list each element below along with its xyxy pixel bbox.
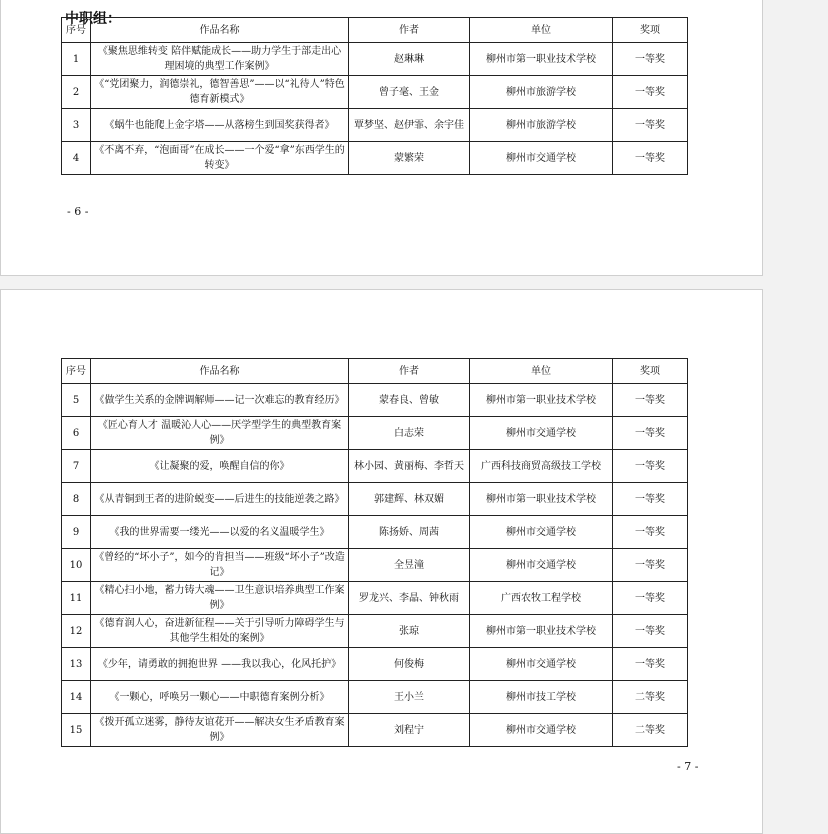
table-row (62, 76, 688, 109)
cell-unit: 广西农牧工程学校 (470, 582, 613, 615)
cell-number: 5 (62, 384, 91, 417)
cell-number: 14 (62, 681, 91, 714)
cell-award: 一等奖 (613, 142, 688, 175)
table-row (62, 516, 688, 549)
cell-author: 陈扬娇、周茜 (349, 516, 470, 549)
cell-award: 一等奖 (613, 615, 688, 648)
cell-number: 13 (62, 648, 91, 681)
table-row (62, 582, 688, 615)
cell-award: 一等奖 (613, 648, 688, 681)
cell-unit: 柳州市交通学校 (470, 516, 613, 549)
cell-award: 二等奖 (613, 714, 688, 747)
cell-award: 一等奖 (613, 76, 688, 109)
cell-unit: 广西科技商贸高级技工学校 (470, 450, 613, 483)
cell-work-title: 《蜗牛也能爬上金字塔——从落榜生到国奖获得者》 (91, 109, 349, 142)
awards-table (61, 358, 688, 747)
cell-unit: 柳州市交通学校 (470, 142, 613, 175)
cell-author: 罗龙兴、李晶、钟秋雨 (349, 582, 470, 615)
cell-work-title: 《曾经的“坏小子”，如今的肯担当——班级“坏小子”改造记》 (91, 549, 349, 582)
cell-award: 一等奖 (613, 43, 688, 76)
cell-award: 一等奖 (613, 417, 688, 450)
cell-unit: 柳州市旅游学校 (470, 109, 613, 142)
cell-work-title: 《聚焦思维转变 陪伴赋能成长——助力学生于部走出心理困境的典型工作案例》 (91, 43, 349, 76)
cell-number: 9 (62, 516, 91, 549)
table-row (62, 142, 688, 175)
cell-author: 王小兰 (349, 681, 470, 714)
cell-work-title: 《不离不弃，“泡面哥”在成长——一个爱“拿”东西学生的转变》 (91, 142, 349, 175)
table-row (62, 681, 688, 714)
table-row (62, 109, 688, 142)
cell-award: 一等奖 (613, 483, 688, 516)
cell-number: 15 (62, 714, 91, 747)
cell-number: 10 (62, 549, 91, 582)
cell-award: 一等奖 (613, 516, 688, 549)
table-row (62, 483, 688, 516)
cell-number: 8 (62, 483, 91, 516)
cell-unit: 柳州市交通学校 (470, 714, 613, 747)
cell-work-title: 《我的世界需要一缕光——以爱的名义温暖学生》 (91, 516, 349, 549)
header-author: 作者 (349, 18, 470, 43)
cell-unit: 柳州市第一职业技术学校 (470, 43, 613, 76)
cell-author: 赵琳琳 (349, 43, 470, 76)
cell-unit: 柳州市旅游学校 (470, 76, 613, 109)
cell-author: 郭建辉、林双媚 (349, 483, 470, 516)
document-page-7 (0, 289, 763, 834)
cell-number: 4 (62, 142, 91, 175)
cell-author: 蒙繁荣 (349, 142, 470, 175)
cell-author: 何俊梅 (349, 648, 470, 681)
cell-author: 刘程宁 (349, 714, 470, 747)
cell-work-title: 《让凝聚的爱，唤醒自信的你》 (91, 450, 349, 483)
cell-unit: 柳州市第一职业技术学校 (470, 384, 613, 417)
header-award: 奖项 (613, 359, 688, 384)
header-unit: 单位 (470, 18, 613, 43)
cell-award: 一等奖 (613, 549, 688, 582)
table-row (62, 384, 688, 417)
cell-author: 白志荣 (349, 417, 470, 450)
cell-number: 6 (62, 417, 91, 450)
table-row (62, 615, 688, 648)
page-number: - 7 - (677, 760, 699, 773)
section-title: 中职组： (65, 11, 121, 27)
cell-number: 3 (62, 109, 91, 142)
cell-work-title: 《从青铜到王者的进阶蜕变——后进生的技能逆袭之路》 (91, 483, 349, 516)
table-row (62, 714, 688, 747)
cell-work-title: 《精心扫小地，蓄力铸大魂——卫生意识培养典型工作案例》 (91, 582, 349, 615)
cell-unit: 柳州市交通学校 (470, 417, 613, 450)
table-header-row (62, 18, 688, 43)
cell-work-title: 《匠心育人才 温暖沁人心——厌学型学生的典型教育案例》 (91, 417, 349, 450)
cell-work-title: 《一颗心，呼唤另一颗心——中职德育案例分析》 (91, 681, 349, 714)
header-award: 奖项 (613, 18, 688, 43)
cell-author: 全昱潼 (349, 549, 470, 582)
cell-author: 覃梦坚、赵伊霏、余宇佳 (349, 109, 470, 142)
cell-unit: 柳州市交通学校 (470, 549, 613, 582)
header-number: 序号 (62, 359, 91, 384)
cell-unit: 柳州市技工学校 (470, 681, 613, 714)
header-work-title: 作品名称 (91, 359, 349, 384)
cell-unit: 柳州市第一职业技术学校 (470, 615, 613, 648)
cell-author: 林小园、黄丽梅、李哲天 (349, 450, 470, 483)
cell-award: 一等奖 (613, 384, 688, 417)
cell-unit: 柳州市交通学校 (470, 648, 613, 681)
table-header-row (62, 359, 688, 384)
cell-award: 二等奖 (613, 681, 688, 714)
cell-work-title: 《德育润人心，奋进新征程——关于引导听力障碍学生与其他学生相处的案例》 (91, 615, 349, 648)
cell-author: 张琼 (349, 615, 470, 648)
cell-work-title: 《拨开孤立迷雾，静待友谊花开——解决女生矛盾教育案例》 (91, 714, 349, 747)
cell-number: 1 (62, 43, 91, 76)
header-work-title: 作品名称 (91, 18, 349, 43)
cell-work-title: 《少年，请勇敢的拥抱世界 ——我以我心，化风托护》 (91, 648, 349, 681)
cell-work-title: 《做学生关系的金牌调解师——记一次难忘的教育经历》 (91, 384, 349, 417)
table-row (62, 450, 688, 483)
page-number: - 6 - (67, 205, 89, 218)
cell-award: 一等奖 (613, 582, 688, 615)
cell-award: 一等奖 (613, 450, 688, 483)
document-page-6 (0, 0, 763, 276)
cell-unit: 柳州市第一职业技术学校 (470, 483, 613, 516)
header-author: 作者 (349, 359, 470, 384)
cell-author: 蒙春良、曾敏 (349, 384, 470, 417)
cell-number: 12 (62, 615, 91, 648)
cell-work-title: 《“党团聚力，润德崇礼，德智善思”——以“礼待人”特色德育新模式》 (91, 76, 349, 109)
table-row (62, 417, 688, 450)
table-row (62, 648, 688, 681)
cell-award: 一等奖 (613, 109, 688, 142)
cell-number: 2 (62, 76, 91, 109)
header-number: 序号 (62, 18, 91, 43)
cell-number: 11 (62, 582, 91, 615)
table-row (62, 43, 688, 76)
header-unit: 单位 (470, 359, 613, 384)
cell-number: 7 (62, 450, 91, 483)
cell-author: 曾子毫、王金 (349, 76, 470, 109)
table-row (62, 549, 688, 582)
awards-table (61, 17, 688, 175)
